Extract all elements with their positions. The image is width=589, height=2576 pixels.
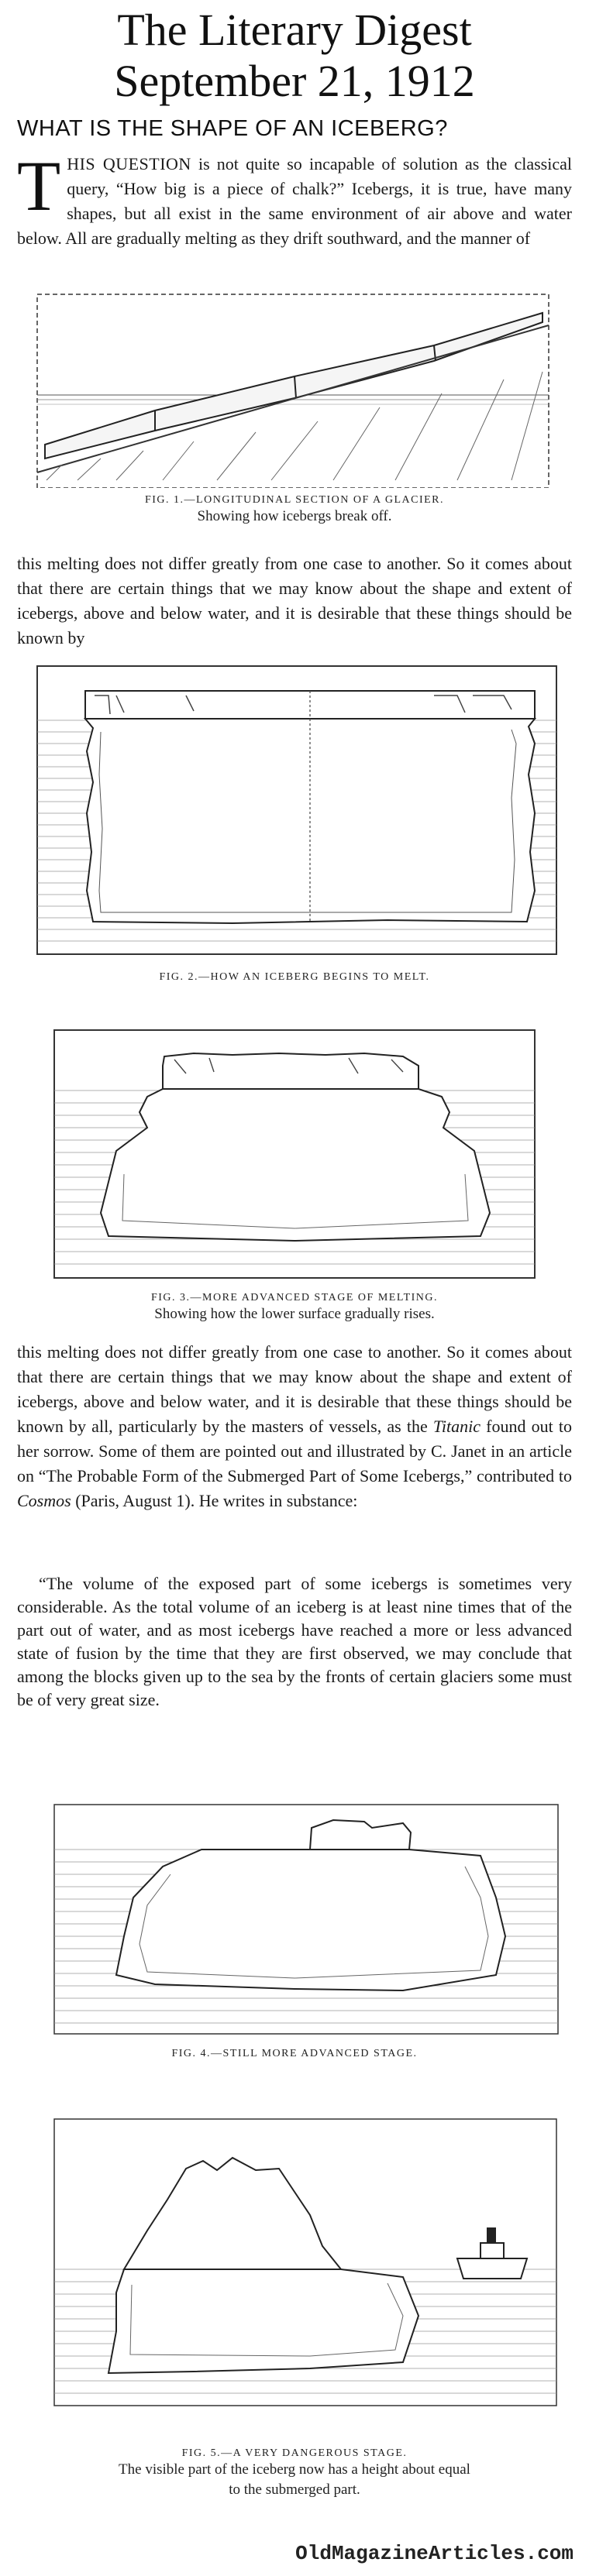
figure-5-subtitle-line-2: to the submerged part. [229, 2482, 360, 2498]
journal-name: Cosmos [17, 1491, 71, 1510]
figure-1-subtitle: Showing how icebergs break off. [197, 508, 392, 524]
figure-3-subtitle: Showing how the lower surface gradually rises. [154, 1306, 435, 1322]
figure-3 [0, 1019, 589, 1352]
figure-5-title: FIG. 5.—A VERY DANGEROUS STAGE. [181, 2447, 408, 2459]
continuation-text-3: (Paris, August 1). He writes in substance: [71, 1491, 358, 1510]
steamship-icon [457, 2227, 527, 2279]
figure-1-caption [0, 494, 589, 527]
drop-cap: T [17, 146, 61, 225]
repeated-paragraph: this melting does not differ greatly from one case to another. So it comes about that there are certain things that we may know about the shape and extent of icebergs, above and below water, and it is desirable that these things should be known by [17, 554, 572, 647]
figure-5-subtitle-line-1: The visible part of the iceberg now has a height about equal [119, 2461, 470, 2478]
figure-5 [0, 2083, 589, 2533]
lead-caps: HIS QUESTION [67, 154, 191, 173]
figure-5-caption [0, 2447, 589, 2500]
figure-1-title: FIG. 1.—LONGITUDINAL SECTION OF A GLACIER. [144, 494, 445, 506]
glacier-section-illustration [0, 256, 589, 488]
masthead [0, 5, 589, 107]
quoted-passage: “The volume of the exposed part of some icebergs is sometimes very considerable. As the total volume of an iceberg is at least nine times that of the part out of water, and as most icebergs have reached a more or less advanced state of fusion by the time that they are first observed, we may conclude that among the blocks given up to the sea by the fronts of certain glaciers some must be of very great size. [17, 1574, 572, 1709]
site-watermark: OldMagazineArticles.com [295, 2542, 574, 2565]
iceberg-advanced-melt-illustration [0, 1019, 589, 1283]
magazine-title: The Literary Digest [117, 5, 472, 55]
continuation-text-2: found out to her sorrow. Some of them are pointed out and illustrated by C. Janet in an article on “The Probable Form of the Submerged Part of Some Icebergs,” contributed to [17, 1417, 572, 1485]
iceberg-dangerous-stage-illustration [0, 2083, 589, 2424]
figure-4-caption [0, 2048, 589, 2060]
figure-2-caption [0, 971, 589, 984]
iceberg-still-more-advanced-illustration [0, 1781, 589, 2037]
figure-1 [0, 256, 589, 534]
ship-name: Titanic [432, 1417, 480, 1436]
iceberg-melt-begin-illustration [0, 658, 589, 960]
continuation-text: this melting does not differ greatly from one case to another. So it comes about that there are certain things that we may know about the shape and extent of icebergs, above and below water, and it is desirable that these things should be known by all, particularly by the masters of vessels, as the [17, 1342, 572, 1436]
article-headline: WHAT IS THE SHAPE OF AN ICEBERG? [17, 116, 448, 141]
figure-2-title: FIG. 2.—HOW AN ICEBERG BEGINS TO MELT. [159, 971, 430, 983]
intro-paragraph [17, 146, 572, 251]
figure-4 [0, 1781, 589, 2091]
continuation-paragraph [17, 1340, 572, 1513]
figure-3-caption [0, 1292, 589, 1324]
figure-3-title: FIG. 3.—MORE ADVANCED STAGE OF MELTING. [150, 1292, 439, 1303]
figure-4-title: FIG. 4.—STILL MORE ADVANCED STAGE. [171, 2048, 418, 2059]
figure-2 [0, 658, 589, 1007]
issue-date: September 21, 1912 [114, 56, 475, 106]
intro-text: is not quite so incapable of solution as the classical query, “How big is a piece of chalk?” Icebergs, it is true, have many shapes, but all exist in the same environment of air above and water below. All are gradually melting as they drift southward, and the manner of [17, 154, 572, 248]
